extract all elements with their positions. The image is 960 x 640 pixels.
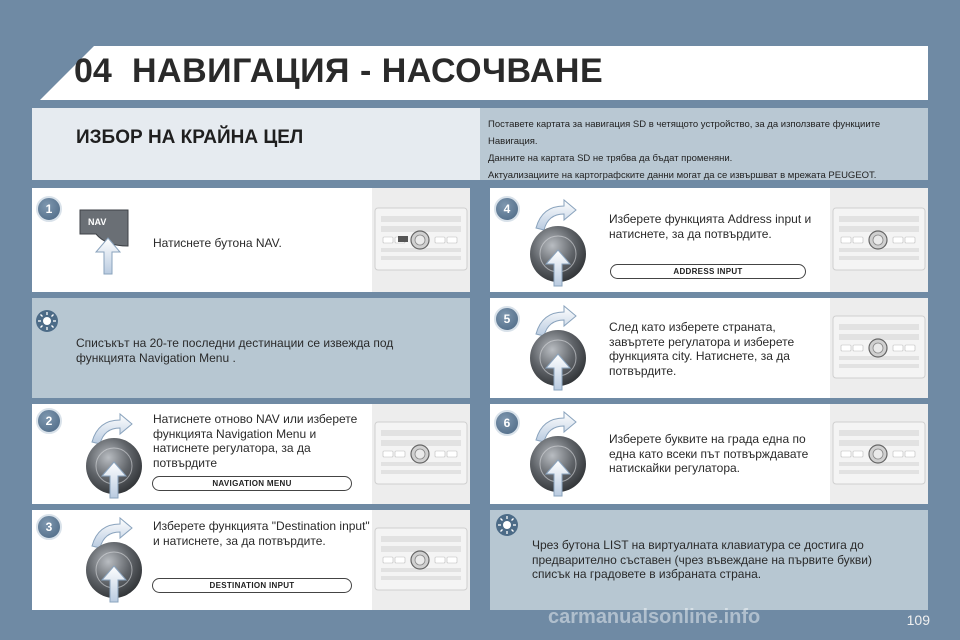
control-panel-image — [830, 404, 928, 504]
step-text-6: Изберете буквите на града една по една като всеки път потвърждавате натискайки регулатора. — [609, 432, 809, 475]
intro-note — [480, 108, 928, 180]
intro-line: Данните на картата SD не трябва да бъдат променяни. — [488, 153, 733, 164]
menu-label-pill: DESTINATION INPUT — [152, 578, 352, 593]
step-photo-3 — [372, 510, 470, 610]
rotary-knob-icon — [522, 410, 592, 505]
tip-text-1: Списъкът на 20-те последни дестинации се извежда под функцията Navigation Menu . — [76, 336, 394, 365]
control-panel-image — [372, 188, 470, 292]
intro-line: Поставете картата за навигация SD в четящото устройство, за да използвате функциите — [488, 119, 881, 130]
section-title: ИЗБОР НА КРАЙНА ЦЕЛ — [76, 127, 304, 148]
step-number-badge: 6 — [494, 410, 520, 436]
step-photo-5 — [830, 298, 928, 398]
step-text-2: Натиснете отново NAV или изберете функцията Navigation Menu и натиснете регулатора, за да потвърдите — [153, 412, 358, 470]
step-number-badge: 2 — [36, 408, 62, 434]
svg-text:NAV: NAV — [88, 217, 107, 227]
step-number-badge: 4 — [494, 196, 520, 222]
chapter-number: 04 — [74, 52, 112, 90]
step-number-badge: 1 — [36, 196, 62, 222]
step-photo-4 — [830, 188, 928, 292]
step-number-badge: 3 — [36, 514, 62, 540]
tip-text-2: Чрез бутона LIST на виртуалната клавиатура се достига до предварително съставен (чрез въвеждане на първите букви) списък на градовете в избраната страна. — [532, 538, 873, 581]
rotary-knob-icon — [522, 304, 592, 399]
step-number-badge: 5 — [494, 306, 520, 332]
menu-label-pill: ADDRESS INPUT — [610, 264, 806, 279]
step-text-3: Изберете функцията "Destination input" и натиснете, за да потвърдите. — [153, 519, 370, 548]
watermark: carmanualsonline.info — [548, 606, 761, 628]
control-panel-image — [372, 404, 470, 504]
rotary-knob-icon — [522, 198, 592, 297]
lightbulb-icon — [36, 310, 58, 332]
step-photo-6 — [830, 404, 928, 504]
control-panel-image — [372, 510, 470, 610]
step-photo-1 — [372, 188, 470, 292]
intro-line: Актуализациите на картографските данни могат да се извършват в мрежата PEUGEOT. — [488, 170, 877, 181]
control-panel-image — [830, 188, 928, 292]
rotary-knob-icon — [80, 412, 150, 507]
step-text-1: Натиснете бутона NAV. — [153, 236, 282, 250]
intro-line: Навигация. — [488, 136, 538, 147]
step-text-4: Изберете функцията Address input и натиснете, за да потвърдите. — [609, 212, 812, 241]
menu-label-pill: NAVIGATION MENU — [152, 476, 352, 491]
rotary-knob-icon — [80, 516, 150, 611]
step-text-5: След като изберете страната, завъртете регулатора и изберете функцията city. Натиснете, за да потвърдите. — [609, 320, 795, 378]
step-photo-2 — [372, 404, 470, 504]
nav-button-icon — [76, 206, 136, 281]
chapter-title: НАВИГАЦИЯ - НАСОЧВАНЕ — [132, 52, 604, 90]
control-panel-image — [830, 298, 928, 398]
page-number: 109 — [906, 612, 930, 628]
lightbulb-icon — [496, 514, 518, 536]
